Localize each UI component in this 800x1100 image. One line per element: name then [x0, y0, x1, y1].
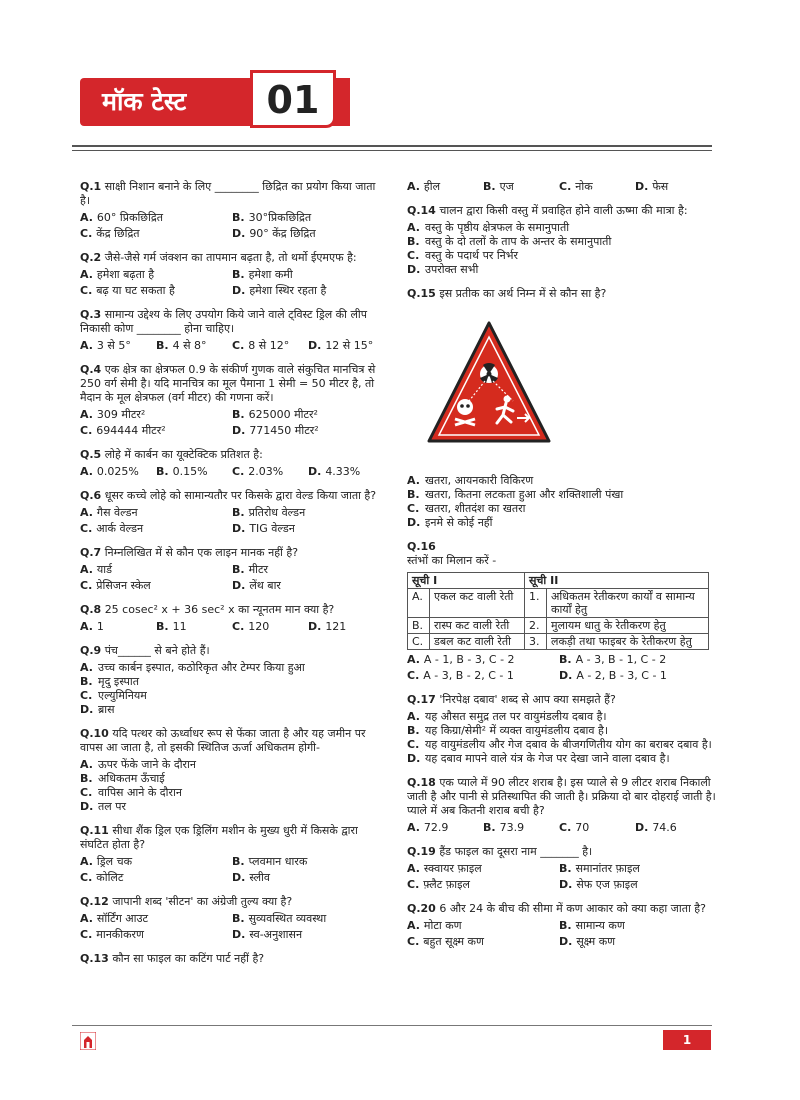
question-text: हैंड फाइल का दूसरा नाम _______ है। — [439, 845, 593, 858]
table-row: A. एकल कट वाली रेती 1. अधिकतम रेतीकरण कार्यों व सामान्य कार्यों हेतु — [408, 589, 709, 618]
option-b: B. समानांतर फ़ाइल — [559, 862, 640, 875]
option-c: C. 2.03% — [232, 465, 284, 478]
question-text: जापानी शब्द 'सीटन' का अंग्रेजी तुल्य क्या है? — [112, 895, 293, 908]
footer-rule — [72, 1025, 712, 1026]
option-c: C. नोक — [559, 180, 593, 193]
option-c: C. बढ़ या घट सकता है — [80, 284, 175, 297]
option-a: A. 72.9 — [407, 821, 449, 834]
options — [80, 661, 385, 717]
question-text: एक प्याले में 90 लीटर शराब है। इस प्याले से 9 लीटर शराब निकाली जाती है और पानी से प्रतिस्थापित की जाती है। प्रक्रिया दो बार दोहराई जाती है। प्याले में अब कितनी शराब बची है? — [407, 776, 716, 817]
option-a: A. 309 मीटर² — [80, 408, 146, 421]
question-17 — [407, 693, 717, 766]
option-a: A. खतरा, आयनकारी विकिरण — [407, 474, 534, 487]
option-b: B. 0.15% — [156, 465, 208, 478]
option-d: D. स्लीव — [232, 871, 271, 884]
option-d: D. 121 — [308, 620, 347, 633]
option-c: C. प्रेसिजन स्केल — [80, 579, 151, 592]
test-number-box — [250, 70, 336, 128]
option-d: D. स्व-अनुशासन — [232, 928, 303, 941]
options — [80, 620, 385, 634]
publisher-logo-icon — [80, 1032, 96, 1050]
question-20 — [407, 902, 717, 949]
options — [80, 211, 385, 241]
option-c: C. आर्क वेल्डन — [80, 522, 144, 535]
options — [80, 339, 385, 353]
option-b: B. हमेशा कमी — [232, 268, 293, 281]
question-number: Q.9 — [80, 644, 102, 657]
options — [80, 563, 385, 593]
question-6 — [80, 489, 385, 536]
option-c: C. मानकीकरण — [80, 928, 144, 941]
option-b: B. यह किग्रा/सेमी² में व्यक्त वायुमंडलीय दबाव है। — [407, 724, 609, 737]
option-d: D. हमेशा स्थिर रहता है — [232, 284, 327, 297]
question-text: कौन सा फाइल का कटिंग पार्ट नहीं है? — [112, 952, 265, 965]
option-c: C. बहुत सूक्ष्म कण — [407, 935, 484, 948]
option-d: D. A - 2, B - 3, C - 1 — [559, 669, 667, 682]
options — [407, 919, 717, 949]
header-rule-thin — [72, 150, 712, 151]
question-number: Q.4 — [80, 363, 102, 376]
option-c: C. केंद्र छिद्रित — [80, 227, 140, 240]
list-2-header: सूची II — [525, 573, 709, 589]
option-b: B. एज — [483, 180, 514, 193]
option-a: A. A - 1, B - 3, C - 2 — [407, 653, 515, 666]
question-4 — [80, 363, 385, 438]
question-18 — [407, 776, 717, 835]
option-b: B. वस्तु के दो तलों के ताप के अन्तर के समानुपाती — [407, 235, 612, 248]
option-c: C. 120 — [232, 620, 270, 633]
question-number: Q.10 — [80, 727, 109, 740]
option-c: C. वापिस आने के दौरान — [80, 786, 182, 799]
question-text: पंच______ से बने होते हैं। — [104, 644, 210, 657]
question-text: 6 और 24 के बीच की सीमा में कण आकार को क्या कहा जाता है? — [439, 902, 706, 915]
option-a: A. मोटा कण — [407, 919, 462, 932]
option-a: A. हील — [407, 180, 441, 193]
question-text: धूसर कच्चे लोहे को सामान्यतौर पर किसके द्वारा वेल्ड किया जाता है? — [104, 489, 377, 502]
option-d: D. इनमे से कोई नहीं — [407, 516, 493, 529]
question-text: लोहे में कार्बन का यूक्टेक्टिक प्रतिशत है: — [104, 448, 263, 461]
options — [407, 862, 717, 892]
question-text: सीधा शैंक ड्रिल एक ड्रिलिंग मशीन के मुख्य धुरी में किसके द्वारा संघटित होता है? — [80, 824, 358, 851]
question-text: सामान्य उद्देश्य के लिए उपयोग किये जाने वाले ट्विस्ट ड्रिल की लीप निकासी कोण ________ होना चाहिए। — [80, 308, 368, 335]
option-c: C. A - 3, B - 2, C - 1 — [407, 669, 514, 682]
option-b: B. 30°प्रिकछिद्रित — [232, 211, 312, 224]
option-a: A. उच्च कार्बन इस्पात, कठोरिकृत और टेम्पर किया हुआ — [80, 661, 305, 674]
option-d: D. तल पर — [80, 800, 126, 813]
question-number: Q.3 — [80, 308, 102, 321]
option-a: A. गैस वेल्डन — [80, 506, 138, 519]
table-row: B. रास्प कट वाली रेती 2. मुलायम धातु के रेतीकरण हेतु — [408, 618, 709, 634]
option-c: C. वस्तु के पदार्थ पर निर्भर — [407, 249, 518, 262]
options — [407, 653, 717, 683]
question-number: Q.5 — [80, 448, 102, 461]
option-d: D. उपरोक्त सभी — [407, 263, 479, 276]
table-row: C. डबल कट वाली रेती 3. लकड़ी तथा फाइबर के रेतीकरण हेतु — [408, 634, 709, 650]
option-b: B. अधिकतम ऊँचाई — [80, 772, 165, 785]
question-number: Q.16 — [407, 540, 436, 553]
question-number: Q.11 — [80, 824, 109, 837]
option-a: A. ड्रिल चक — [80, 855, 133, 868]
option-d: D. 12 से 15° — [308, 339, 374, 352]
radiation-danger-symbol-icon — [427, 319, 552, 449]
option-b: B. सामान्य कण — [559, 919, 625, 932]
option-b: B. 11 — [156, 620, 187, 633]
question-text: यदि पत्थर को ऊर्ध्वाधर रूप से फेंका जाता है और यह जमीन पर वापस आ जाता है, तो इसकी स्थितिज ऊर्जा अधिकतम होगी- — [80, 727, 366, 754]
option-b: B. सुव्यवस्थित व्यवस्था — [232, 912, 327, 925]
question-8 — [80, 603, 385, 634]
options — [80, 408, 385, 438]
option-c: C. 8 से 12° — [232, 339, 290, 352]
option-d: D. 90° केंद्र छिद्रित — [232, 227, 316, 240]
option-c: C. यह वायुमंडलीय और गेज दबाव के बीजगणितीय योग का बराबर दबाव है। — [407, 738, 712, 751]
option-b: B. 73.9 — [483, 821, 525, 834]
option-b: B. 4 से 8° — [156, 339, 207, 352]
option-d: D. सेफ एज फ़ाइल — [559, 878, 638, 891]
question-9 — [80, 644, 385, 717]
question-number: Q.15 — [407, 287, 436, 300]
options — [407, 180, 717, 194]
option-a: A. 3 से 5° — [80, 339, 131, 352]
question-number: Q.19 — [407, 845, 436, 858]
question-7 — [80, 546, 385, 593]
option-b: B. प्लवमान धारक — [232, 855, 308, 868]
question-16 — [407, 540, 717, 683]
option-b: B. मीटर — [232, 563, 269, 576]
list-1-header: सूची I — [408, 573, 525, 589]
option-b: B. 625000 मीटर² — [232, 408, 318, 421]
option-a: A. यह औसत समुद्र तल पर वायुमंडलीय दबाव है। — [407, 710, 607, 723]
question-text: निम्नलिखित में से कौन एक लाइन मानक नहीं है? — [104, 546, 299, 559]
options — [80, 465, 385, 479]
question-14 — [407, 204, 717, 277]
option-d: D. 74.6 — [635, 821, 677, 834]
question-text: 'निरपेक्ष दबाव' शब्द से आप क्या समझते हैं? — [439, 693, 616, 706]
question-1 — [80, 180, 385, 241]
question-number: Q.7 — [80, 546, 102, 559]
question-5 — [80, 448, 385, 479]
question-number: Q.1 — [80, 180, 102, 193]
option-a: A. सॉर्टिंग आउट — [80, 912, 149, 925]
option-b: B. A - 3, B - 1, C - 2 — [559, 653, 667, 666]
options — [407, 821, 717, 835]
option-d: D. ब्रास — [80, 703, 115, 716]
question-11 — [80, 824, 385, 885]
question-number: Q.6 — [80, 489, 102, 502]
question-2 — [80, 251, 385, 298]
question-number: Q.14 — [407, 204, 436, 217]
question-number: Q.8 — [80, 603, 102, 616]
question-number: Q.18 — [407, 776, 436, 789]
right-column — [407, 180, 717, 959]
option-a: A. वस्तु के पृष्ठीय क्षेत्रफल के समानुपाती — [407, 221, 570, 234]
option-d: D. सूक्ष्म कण — [559, 935, 616, 948]
match-table — [407, 572, 709, 650]
options — [80, 268, 385, 298]
option-b: B. प्रतिरोध वेल्डन — [232, 506, 306, 519]
question-13 — [80, 952, 385, 966]
option-c: C. फ़्लैट फ़ाइल — [407, 878, 470, 891]
banner-title: मॉक टेस्ट — [102, 87, 187, 116]
option-c: C. एल्युमिनियम — [80, 689, 147, 702]
question-10 — [80, 727, 385, 814]
question-13-options — [407, 180, 717, 194]
question-3 — [80, 308, 385, 353]
options — [80, 506, 385, 536]
question-text: जैसे-जैसे गर्म जंक्शन का तापमान बढ़ता है, तो थर्मो ईएमएफ है: — [104, 251, 357, 264]
option-a: A. 60° प्रिकछिद्रित — [80, 211, 163, 224]
option-d: D. 771450 मीटर² — [232, 424, 319, 437]
option-d: D. फेस — [635, 180, 669, 193]
question-number: Q.12 — [80, 895, 109, 908]
option-a: A. हमेशा बढ़ता है — [80, 268, 155, 281]
question-15 — [407, 287, 717, 530]
options — [80, 855, 385, 885]
option-a: A. 0.025% — [80, 465, 139, 478]
option-a: A. स्क्वायर फ़ाइल — [407, 862, 482, 875]
option-d: D. लेंथ बार — [232, 579, 281, 592]
question-number: Q.13 — [80, 952, 109, 965]
question-text: स्तंभों का मिलान करें - — [407, 554, 497, 567]
options — [80, 912, 385, 942]
option-d: D. यह दबाव मापने वाले यंत्र के गेज पर देखा जाने वाला दबाव है। — [407, 752, 670, 765]
option-c: C. 694444 मीटर² — [80, 424, 166, 437]
question-number: Q.20 — [407, 902, 436, 915]
question-12 — [80, 895, 385, 942]
question-text: इस प्रतीक का अर्थ निम्न में से कौन सा है? — [439, 287, 607, 300]
option-b: B. मृदु इस्पात — [80, 675, 139, 688]
question-19 — [407, 845, 717, 892]
question-text: 25 cosec² x + 36 sec² x का न्यूनतम मान क्या है? — [104, 603, 335, 616]
option-a: A. ऊपर फेंके जाने के दौरान — [80, 758, 197, 771]
question-number: Q.17 — [407, 693, 436, 706]
option-d: D. 4.33% — [308, 465, 361, 478]
header-rule — [72, 145, 712, 147]
left-column — [80, 180, 385, 976]
question-number: Q.2 — [80, 251, 102, 264]
options — [407, 474, 717, 530]
option-c: C. खतरा, शीतदंश का खतरा — [407, 502, 526, 515]
option-b: B. खतरा, कितना लटकता हुआ और शक्तिशाली पंखा — [407, 488, 624, 501]
options — [407, 221, 717, 277]
question-text: साक्षी निशान बनाने के लिए ________ छिद्रित का प्रयोग किया जाता है। — [80, 180, 376, 207]
question-text: चालन द्वारा किसी वस्तु में प्रवाहित होने वाली ऊष्मा की मात्रा है: — [439, 204, 688, 217]
options — [80, 758, 385, 814]
test-number: 01 — [266, 78, 320, 122]
options — [407, 710, 717, 766]
option-a: A. 1 — [80, 620, 104, 633]
option-d: D. TIG वेल्डन — [232, 522, 295, 535]
option-a: A. यार्ड — [80, 563, 113, 576]
mock-test-banner — [80, 70, 350, 128]
question-text: एक क्षेत्र का क्षेत्रफल 0.9 के संकीर्ण गुणक वाले संकुचित मानचित्र से 250 वर्ग सेमी है। यदि मानचित्र का मूल पैमाना 1 सेमी = 50 मीटर है, तो मैदान के मूल क्षेत्रफल (वर्ग मीटर) की गणना करें। — [80, 363, 376, 404]
option-c: C. कोलिट — [80, 871, 124, 884]
page-number: 1 — [663, 1030, 711, 1050]
option-c: C. 70 — [559, 821, 590, 834]
